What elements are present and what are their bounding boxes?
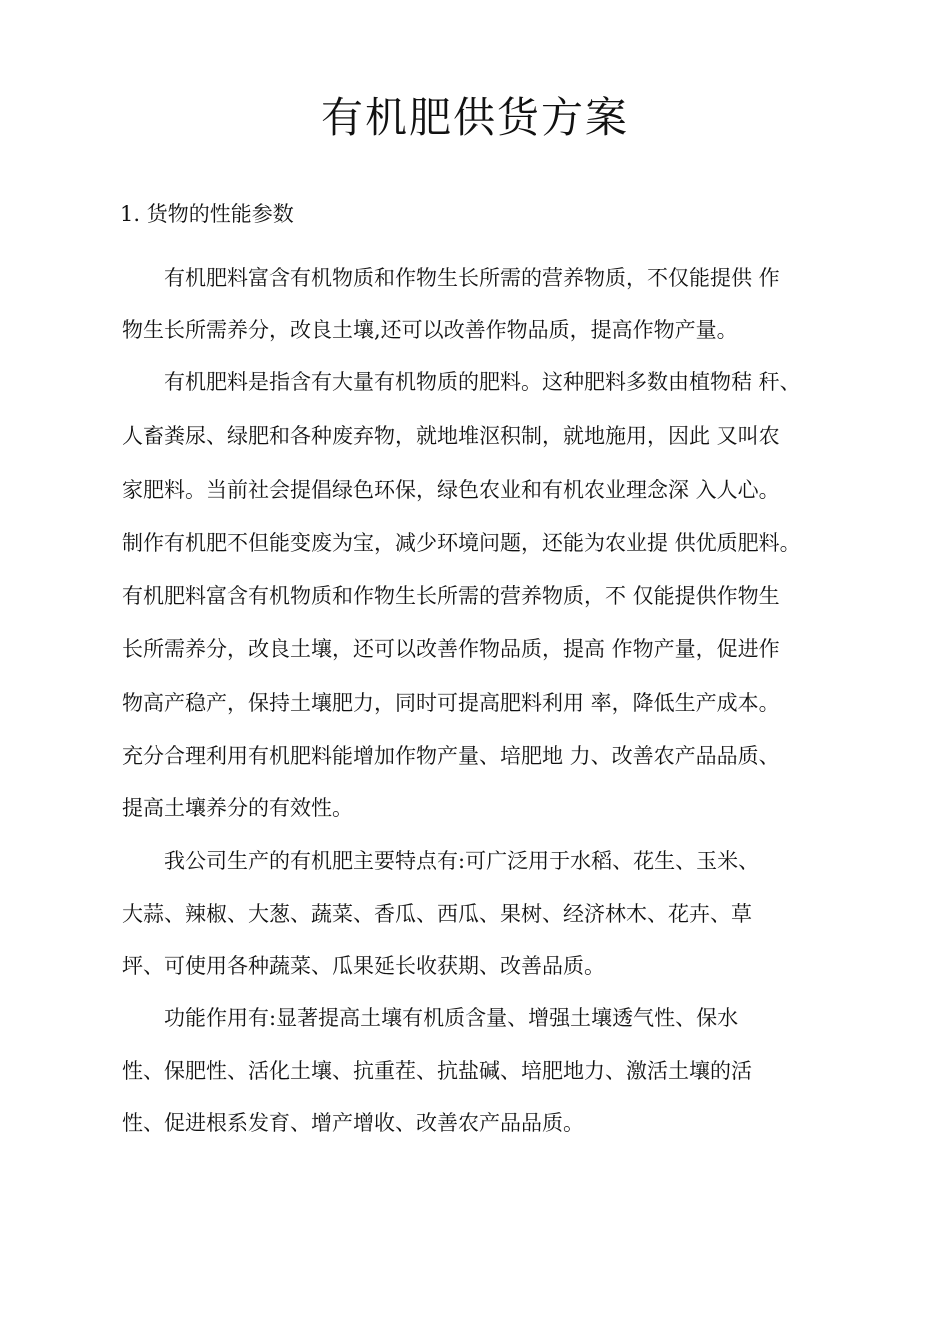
text-line: 有机肥料是指含有大量有机物质的肥料。这种肥料多数由植物秸 秆、 <box>164 370 801 394</box>
text-line: 制作有机肥不但能变废为宝，减少环境问题，还能为农业提 供优质肥料。 <box>122 531 801 555</box>
text-line: 性、促进根系发育、增产增收、改善农产品品质。 <box>122 1111 584 1135</box>
section-heading: 1. 货物的性能参数 <box>120 202 294 226</box>
text-line: 家肥料。当前社会提倡绿色环保，绿色农业和有机农业理念深 入人心。 <box>122 478 780 502</box>
text-line: 有机肥料富含有机物质和作物生长所需的营养物质，不 仅能提供作物生 <box>122 584 780 608</box>
text-line: 大蒜、辣椒、大葱、蔬菜、香瓜、西瓜、果树、经济林木、花卉、草 <box>122 902 752 926</box>
text-line: 物高产稳产，保持土壤肥力，同时可提高肥料利用 率，降低生产成本。 <box>122 691 780 715</box>
text-line: 功能作用有:显著提高土壤有机质含量、增强土壤透气性、保水 <box>164 1006 739 1030</box>
text-line: 我公司生产的有机肥主要特点有:可广泛用于水稻、花生、玉米、 <box>164 849 760 873</box>
text-line: 坪、可使用各种蔬菜、瓜果延长收获期、改善品质。 <box>122 954 605 978</box>
text-line: 人畜粪尿、绿肥和各种废弃物，就地堆沤积制，就地施用，因此 又叫农 <box>122 424 780 448</box>
text-line: 有机肥料富含有机物质和作物生长所需的营养物质，不仅能提供 作 <box>164 266 780 290</box>
text-line: 充分合理利用有机肥料能增加作物产量、培肥地 力、改善农产品品质、 <box>122 744 780 768</box>
text-line: 物生长所需养分，改良土壤,还可以改善作物品质，提高作物产量。 <box>122 318 738 342</box>
text-line: 性、保肥性、活化土壤、抗重茬、抗盐碱、培肥地力、激活土壤的活 <box>122 1059 752 1083</box>
document-title: 有机肥供货方案 <box>320 93 629 142</box>
text-line: 长所需养分，改良土壤，还可以改善作物品质，提高 作物产量，促进作 <box>122 637 780 661</box>
text-line: 提高土壤养分的有效性。 <box>122 796 353 820</box>
